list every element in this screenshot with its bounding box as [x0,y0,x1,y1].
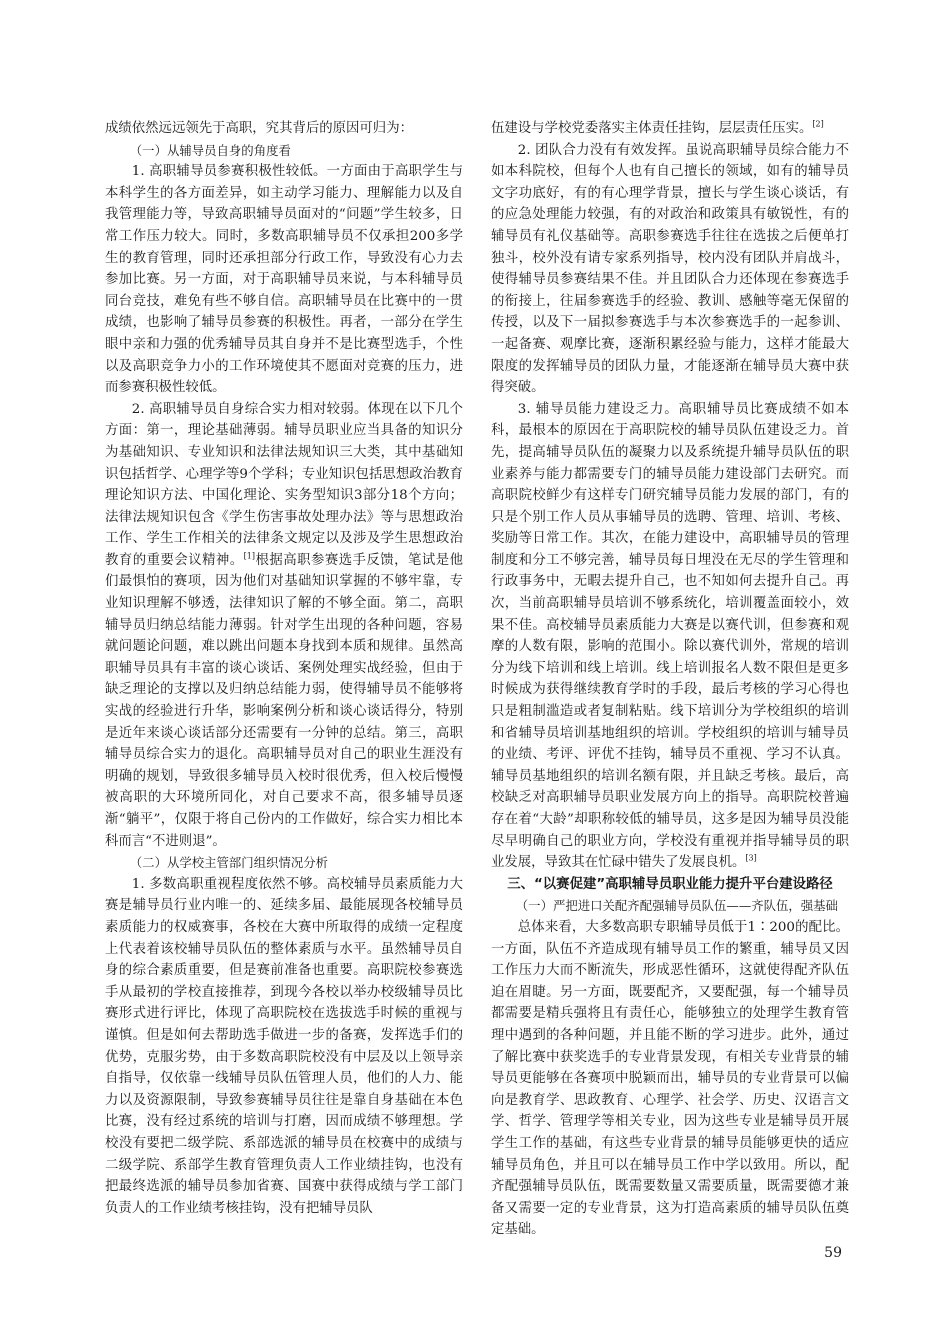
paragraph-continued-right [491,118,849,140]
paragraph-capacity-building-text: 3. 辅导员能力建设乏力。高职辅导员比赛成绩不如本科，最根本的原因在于高职院校的辅导员队伍建设乏力。首先，提高辅导员队伍的凝聚力以及系统提升辅导员队伍的职业素养与能力都需要专门的辅导员能力建设部门去研究。而高职院校鲜少有这样专门研究辅导员能力发展的部门，有的只是个别工作人员从事辅导员的选聘、管理、培训、考核、奖励等日常工作。其次，在能力建设中，高职辅导员的管理制度和分工不够完善，辅导员每日埋没在无尽的学生管理和行政事务中，无暇去提升自己，也不知如何去提升自己。再次，当前高职辅导员培训不够系统化，培训覆盖面较小，效果不佳。高校辅导员素质能力大赛是以赛代训，但参赛和观摩的人数有限，影响的范围小。除以赛代训外，常规的培训分为线下培训和线上培训。线上培训报名人数不限但是更多时候成为获得继续教育学时的手段，最后考核的学习心得也只是粗制滥造或者复制粘贴。线下培训分为学校组织的培训和省辅导员培训基地组织的培训。学校组织的培训与辅导员的业绩、考评、评优不挂钩，辅导员不重视、学习不认真。辅导员基地组织的培训名额有限，并且缺乏考核。最后，高校缺乏对高职辅导员职业发展方向上的指导。高职院校普遍存在着“大龄”却职称较低的辅导员，这多是因为辅导员没能尽早明确自己的职业方向，学校没有重视并指导辅导员的职业发展，导致其在忙碌中错失了发展良机。 [491,401,849,871]
paragraph-weak-ability-part2: 根据高职参赛选手反馈，笔试是他们最惧怕的赛项，因为他们对基础知识掌握的不够牢靠，专业知识理解不够透，法律知识了解的不够全面。第二，高职辅导员归纳总结能力薄弱。针对学生出现的各种问题，容易就问题论问题，难以跳出问题本身找到本质和规律。虽然高职辅导员具有丰富的谈心谈话、案例处理实战经验，但由于缺乏理论的支撑以及归纳总结能力弱，使得辅导员不能够将实战的经验进行升华，影响案例分析和谈心谈话得分，特别是近年来谈心谈话部分还需要有一分钟的总结。第三，高职辅导员综合实力的退化。高职辅导员对自己的职业生涯没有明确的规划，导致很多辅导员入校时很优秀，但入校后慢慢被高职的大环境所同化，对自己要求不高，很多辅导员逐渐“躺平”，仅限于将自己份内的工作做好，综合实力相比本科而言“不进则退”。 [105,552,464,849]
paragraph-continued-right-text: 伍建设与学校党委落实主体责任挂钩，层层责任压实。 [491,121,813,136]
citation-2: [2] [812,119,824,129]
subsection-heading-school-management: （二）从学校主管部门组织情况分析 [129,855,329,871]
paragraph-capacity-building [491,399,849,874]
page-number: 59 [824,1245,842,1261]
left-column [105,118,463,1219]
paragraph-team-synergy: 2. 团队合力没有有效发挥。虽说高职辅导员综合能力不如本科院校，但每个人也有自己擅长的领域，如有的辅导员文字功底好，有的有心理学背景，擅长与学生谈心谈话，有的应急处理能力较强，有的对政治和政策具有敏锐性，有的辅导员有礼仪基础等。高职参赛选手往往在选拔之后便单打独斗，校外没有请专家系列指导，校内没有团队并肩战斗，使得辅导员参赛结果不佳。并且团队合力还体现在参赛选手的衔接上，往届参赛选手的经验、教训、感触等毫无保留的传授，以及下一届拟参赛选手与本次参赛选手的一起参训、一起备赛、观摩比赛，逐渐积累经验与能力，这样才能最大限度的发挥辅导员的团队力量，才能逐渐在辅导员大赛中获得突破。 [491,142,849,396]
right-column [491,118,849,1241]
paragraph-continued: 成绩依然远远领先于高职，究其背后的原因可归为： [105,121,413,136]
paragraph-insufficient-attention: 1. 多数高职重视程度依然不够。高校辅导员素质能力大赛是辅导员行业内唯一的、延续多届、最能展现各校辅导员素质能力的权威赛事，各校在大赛中所取得的成绩一定程度上代表着该校辅导员队伍的整体素质与水平。虽然辅导员自身的综合素质重要，但是赛前准备也重要。高职院校参赛选手从最初的学校直接推荐，到现今各校以举办校级辅导员比赛形式进行评比，体现了高职院校在选拔选手时候的重视与谨慎。但是如何去帮助选手做进一步的备赛，发挥选手们的优势，克服劣势，由于多数高职院校没有中层及以上领导亲自指导，仅依靠一线辅导员队伍管理人员，他们的人力、能力以及资源限制，导致参赛辅导员往往是靠自身基础在本色比赛，没有经过系统的培训与打磨，因而成绩不够理想。学校没有要把二级学院、系部选派的辅导员在校赛中的成绩与二级学院、系部学生教育管理负责人工作业绩挂钩，也没有把最终选派的辅导员参加省赛、国赛中获得成绩与学工部门负责人的工作业绩考核挂钩，没有把辅导员队 [105,876,463,1216]
citation-3: [3] [745,853,757,863]
paragraph-low-enthusiasm: 1. 高职辅导员参赛积极性较低。一方面由于高职学生与本科学生的各方面差异，如主动学习能力、理解能力以及自我管理能力等，导致高职辅导员面对的“问题”学生较多，日常工作压力较大。同时，多数高职辅导员不仅承担200多学生的教育管理，同时还承担部分行政工作，导致没有心力去参加比赛。另一方面，对于高职辅导员来说，与本科辅导员同台竞技，难免有些不够自信。高职辅导员在比赛中的一贯成绩，也影响了辅导员参赛的积极性。再者，一部分在学生眼中亲和力强的优秀辅导员其自身并不是比赛型选手，个性以及高职竞争力小的工作环境使其不愿面对竞赛的压力，进而参赛积极性较低。 [105,164,463,396]
paragraph-weak-ability-part1: 2. 高职辅导员自身综合实力相对较弱。体现在以下几个方面：第一，理论基础薄弱。辅导员职业应当具备的知识分为基础知识、专业知识和法律法规知识三大类，其中基础知识包括哲学、心理学等9个学科；专业知识包括思想政治教育理论知识方法、中国化理论、实务型知识3部分18个方向；法律法规知识包含《学生伤害事故处理办法》等与思想政治工作、学生工作相关的法律条文规定以及涉及学生思想政治教育的重要会议精神。 [105,401,463,568]
paragraph-staffing: 总体来看，大多数高职专职辅导员低于1∶200的配比。一方面，队伍不齐造成现有辅导员工作的繁重，辅导员又因工作压力大而不断流失，形成恶性循环，这就使得配齐队伍迫在眉睫。另一方面，既要配齐，又要配强，每一个辅导员都需要是精兵强将且有责任心，能够独立的处理学生教育管理中遇到的各种问题，并且能不断的学习进步。此外，通过了解比赛中获奖选手的专业背景发现，有相关专业背景的辅导员更能够在各赛项中脱颖而出，辅导员的专业背景可以偏向是教育学、思政教育、心理学、社会学、历史、汉语言文学、哲学、管理学等相关专业，因为这些专业是辅导员开展学生工作的基础，有这些专业背景的辅导员能够更快的适应辅导员角色，并且可以在辅导员工作中学以致用。所以，配齐配强辅导员队伍，既需要数量又需要质量，既需要德才兼备又需要一定的专业背景，这为打造高素质的辅导员队伍奠定基础。 [491,919,849,1238]
citation-1: [1] [243,551,256,561]
paragraph-weak-ability [105,399,463,852]
subsection-heading-counselor-perspective: （一）从辅导员自身的角度看 [129,142,291,158]
section-heading-platform-path: 三、“以赛促建”高职辅导员职业能力提升平台建设路径 [507,876,833,892]
subsection-heading-team-staffing: （一）严把进口关配齐配强辅导员队伍——齐队伍，强基础 [515,898,838,914]
